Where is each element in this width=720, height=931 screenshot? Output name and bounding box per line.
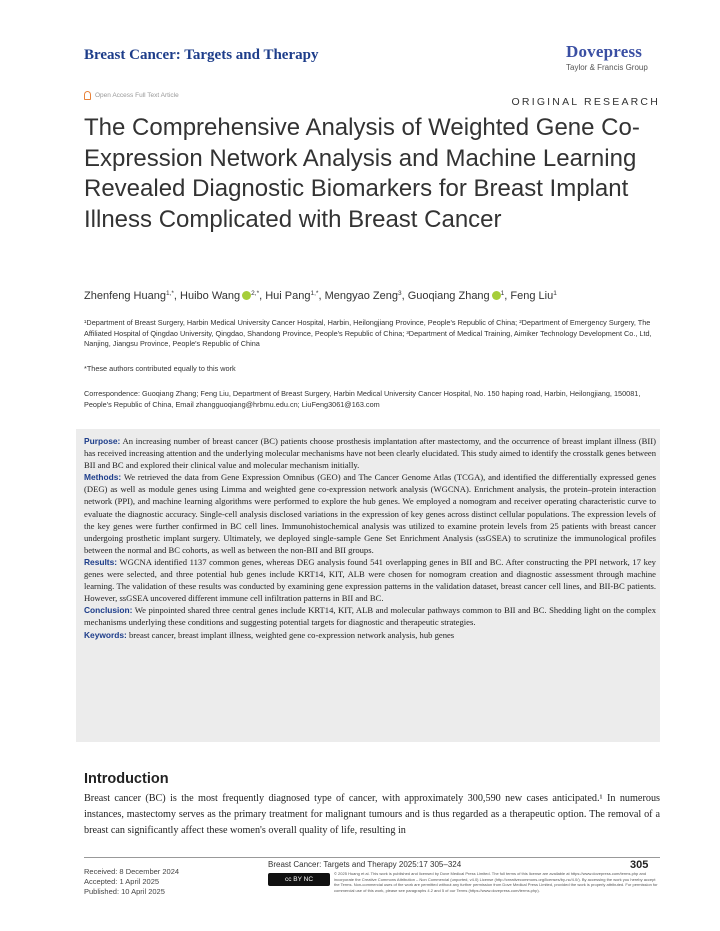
cc-license-badge[interactable]: cc BY NC [268, 873, 330, 886]
correspondence: Correspondence: Guoqiang Zhang; Feng Liu, Department of Breast Surgery, Harbin Medical University Cancer Hospital, No. 150 haping road, Harbin, Heilongjiang, 150081, People's Republic of China, Email zhangguoqiang@hrbmu.edu.cn; LiuFeng3061@163.com [84, 389, 641, 409]
article-type: ORIGINAL RESEARCH [511, 96, 660, 108]
orcid-icon[interactable] [492, 291, 501, 300]
footer-citation: Breast Cancer: Targets and Therapy 2025:17 305–324 [268, 860, 462, 869]
abstract-conclusion: Conclusion: We pinpointed shared three central genes include KRT14, KIT, ALB and molecular pathways common to BII and BC. Shedding light on the complex mechanisms underlying these conditions and suggesting potential targets for diagnostic and therapeutic strategies. [84, 605, 657, 628]
author-6[interactable]: Feng Liu$^1$ [510, 290, 557, 302]
equal-contribution-note: *These authors contributed equally to this work [84, 364, 236, 373]
abstract-purpose: Purpose: An increasing number of breast cancer (BC) patients choose prosthesis implantation after mastectomy, and the occurrence of breast implant illness (BII) has received increasing attention and the underlying molecular mechanisms have not been clearly elucidated. This study aimed to identify the crosstalk genes between BII and BC and explored their clinical value and molecular mechanism initially. [84, 436, 656, 471]
author-5[interactable]: Guoqiang Zhang $^1$ [407, 290, 505, 302]
received-date: Received: 8 December 2024 [84, 867, 180, 876]
open-access-lock-icon [84, 91, 91, 100]
publication-dates [84, 867, 179, 897]
publisher-logo [566, 42, 660, 72]
footer-divider [84, 857, 660, 858]
author-1[interactable]: Zhenfeng Huang$^{1,*}$ [84, 290, 174, 302]
published-date: Published: 10 April 2025 [84, 887, 165, 896]
page-number: 305 [630, 859, 649, 871]
abstract [84, 435, 656, 641]
orcid-icon[interactable] [242, 291, 251, 300]
logo-sub-text: Taylor & Francis Group [566, 63, 648, 72]
open-access-text: Open Access Full Text Article [95, 92, 179, 99]
introduction-body: Breast cancer (BC) is the most frequently diagnosed type of cancer, with approximately 300,590 new cases anticipated.¹ In numerous instances, mastectomy serves as the primary treatment for malignant tumours and is thus regarded as a therapeutic option. The removal of a breast can significantly affect these women's overall quality of life, resulting in [84, 793, 660, 836]
abstract-keywords: Keywords: breast cancer, breast implant illness, weighted gene co-expression network analysis, hub genes [84, 629, 455, 640]
logo-main-text: Dovepress [566, 42, 643, 61]
affiliations: ¹Department of Breast Surgery, Harbin Medical University Cancer Hospital, Harbin, Heilongjiang Province, People's Republic of China; ²Department of Emergency Surgery, The Affiliated Hospital of Qingdao University, Qingdao, Shandong Province, People's Republic of China; ³Department of Medical Training, Aimiker Technology Development Co., Ltd, Nanjing, Jiangsu Province, People's Republic of China [84, 318, 652, 348]
open-access-label [84, 91, 179, 100]
author-3[interactable]: Hui Pang$^{1,*}$ [265, 290, 319, 302]
author-4[interactable]: Mengyao Zeng$^3$ [324, 290, 402, 302]
abstract-results: Results: WGCNA identified 1137 common genes, whereas DEG analysis found 541 overlapping genes in BII and BC. After constructing the PPI network, 17 key genes were selected, and three potential hub genes include KRT14, KIT, ALB were chosen for nomogram creation and diagnostic assessment through machine learning. The validation of these results was conducted by examining gene expression patterns in the validation dataset, breast cancer cell lines, and BII-BC patients. However, ssGSEA uncovered different immune cell infiltration patterns in BII and BC. [84, 556, 656, 604]
journal-name: Breast Cancer: Targets and Therapy [84, 47, 319, 63]
abstract-methods: Methods: We retrieved the data from Gene Expression Omnibus (GEO) and The Cancer Genome Atlas (TCGA), and identified the differentially expressed genes (DEG) as well as module genes using Limma and weighted gene co-expression network analysis (WGCNA). Enrichment analysis, the protein–protein interaction network (PPI), and machine learning algorithms were performed to explore the hub genes. We employed a nomogram and receiver operating characteristic curve to evaluate the diagnostic accuracy. Single-cell analysis disclosed variations in the expression of key genes across distinct cellular populations. The expression levels of the key genes were further confirmed in BC cell lines. Immunohistochemical analysis was utilized to examine protein levels from 25 patients with breast cancer undergoing prosthetic implant surgery. Ultimately, we deployed single-sample Gene Set Enrichment Analysis (ssGSEA) to scrutinize the immunological profiles between the normal and BC cohorts, as well as between the non-BII and BII groups. [84, 472, 656, 555]
author-list: Zhenfeng Huang$^{1,*}$, Huibo Wang $^{2,*}$, Hui Pang$^{1,*}$, Mengyao Zeng$^3$, Guoqiang Zhang $^1$, Feng Liu$^1$ [84, 290, 557, 302]
license-text: © 2025 Huang et al. This work is published and licensed by Dove Medical Press Limited. The full terms of this license are available at https://www.dovepress.com/terms.php and incorporate the Creative Commons Attribution – Non Commercial (unported, v4.0) License (http://creativecommons.org/licenses/by-nc/4.0/). By accessing the work you hereby accept the Terms. Non-commercial uses of the work are permitted without any further permission from Dove Medical Press Limited, provided the work is properly attributed. For permission for commercial use of this work, please see paragraphs 4.2 and 5 of our Terms (https://www.dovepress.com/terms.php). [334, 871, 658, 893]
article-title: The Comprehensive Analysis of Weighted Gene Co-Expression Network Analysis and Machine Learning Revealed Diagnostic Biomarkers for Breast Implant Illness Complicated with Breast Cancer [84, 114, 640, 233]
accepted-date: Accepted: 1 April 2025 [84, 877, 160, 886]
author-2[interactable]: Huibo Wang $^{2,*}$ [180, 290, 260, 302]
introduction-heading: Introduction [84, 771, 169, 787]
